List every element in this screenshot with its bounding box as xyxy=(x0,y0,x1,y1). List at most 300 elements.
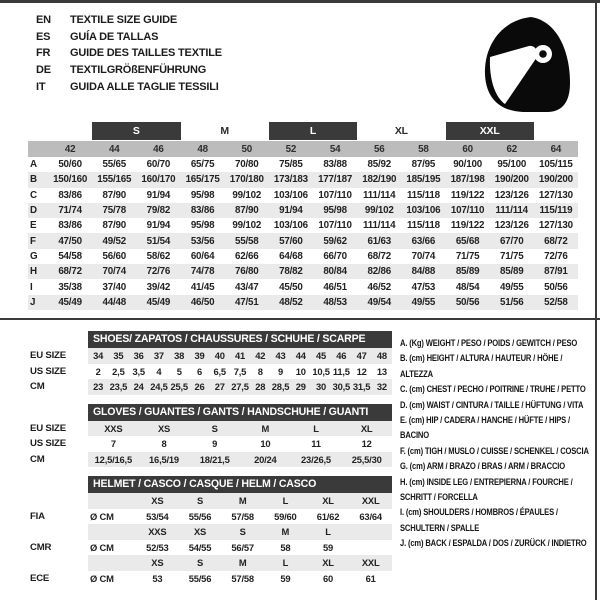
size-value: 5 xyxy=(176,365,182,377)
language-row xyxy=(36,29,222,46)
size-value: 12 xyxy=(361,438,372,450)
measurement-cell: 47/53 xyxy=(411,281,436,293)
measurement-cell: 50/60 xyxy=(58,159,82,171)
size-value: M xyxy=(261,422,270,434)
row-letter: G xyxy=(30,250,38,262)
measurement-legend xyxy=(400,336,589,552)
legend-entry: G. (cm) ARM / BRAZO / BRAS / ARM / BRACCIO xyxy=(400,461,565,473)
measurement-cell: 76/80 xyxy=(234,266,259,278)
size-label xyxy=(349,524,392,540)
gloves-cm-row xyxy=(30,452,392,468)
measurement-cell: 173/183 xyxy=(273,174,308,186)
size-value: 34 xyxy=(93,350,104,362)
size-group-xl: XL xyxy=(394,125,408,137)
measurement-cell: 63/66 xyxy=(411,235,436,247)
row-letter: I xyxy=(30,281,33,293)
measurement-cell: 190/200 xyxy=(538,174,573,186)
measurement-cell: 68/72 xyxy=(367,250,391,262)
legend-entry: I. (cm) SHOULDERS / HOMBROS / ÉPAULES / SCHULTERN / SPALLE xyxy=(400,507,558,534)
size-value: 6,5 xyxy=(213,365,226,377)
cmr-sizes-row xyxy=(30,524,392,540)
size-value: 35 xyxy=(113,350,124,362)
measurement-cell: 50/56 xyxy=(455,296,480,308)
measurement-rows xyxy=(28,157,578,310)
size-value: 23/26,5 xyxy=(301,453,331,465)
measurement-cell: 71/75 xyxy=(455,250,480,262)
standard-label: FIA xyxy=(30,510,45,522)
measurement-cell: 35/38 xyxy=(58,281,82,293)
language-title-list xyxy=(36,12,222,95)
size-value: 54/55 xyxy=(188,541,212,553)
gutter xyxy=(30,476,88,493)
language-row xyxy=(36,12,222,29)
size-label: XXL xyxy=(361,557,380,569)
measurement-cell: 99/102 xyxy=(232,220,262,232)
measurement-cell: 49/55 xyxy=(499,281,524,293)
size-value: 46 xyxy=(336,350,347,362)
measurement-cell: 91/94 xyxy=(146,220,171,232)
size-number: 56 xyxy=(373,143,385,155)
row-label: CM xyxy=(30,381,45,393)
size-value: 10 xyxy=(260,438,271,450)
measurement-cell: 48/54 xyxy=(455,281,480,293)
size-value: 11 xyxy=(311,438,321,450)
size-value: 12,5/16,5 xyxy=(94,453,132,465)
size-value: 10,5 xyxy=(312,365,330,377)
row-letter: D xyxy=(30,205,37,217)
size-value: 4 xyxy=(156,365,162,377)
lead-cell xyxy=(88,555,136,571)
size-value: 59 xyxy=(322,541,333,553)
measurement-cell: 61/63 xyxy=(367,235,391,247)
measurement-row-b xyxy=(28,172,578,187)
size-value: 28,5 xyxy=(271,381,290,393)
measurement-cell: 115/118 xyxy=(406,189,440,201)
size-number: 42 xyxy=(64,143,76,155)
size-number: 48 xyxy=(197,143,208,155)
measurement-cell: 68/72 xyxy=(544,235,568,247)
measurement-cell: 85/89 xyxy=(499,266,524,278)
size-value: 9 xyxy=(278,365,284,377)
lead-cell xyxy=(88,524,136,540)
measurement-row-d xyxy=(28,203,578,218)
size-value: 2 xyxy=(95,365,101,377)
size-value: 29 xyxy=(295,381,306,393)
measurement-cell: 91/94 xyxy=(146,189,171,201)
gloves-header xyxy=(30,404,392,421)
measurement-row-a xyxy=(28,157,578,172)
measurement-cell: 65/75 xyxy=(190,159,215,171)
measurement-row-f xyxy=(28,233,578,248)
row-letter: C xyxy=(30,189,37,201)
size-label: L xyxy=(282,495,289,507)
size-label: S xyxy=(196,557,204,569)
shoes-section xyxy=(30,331,392,395)
size-value: 43 xyxy=(275,350,286,362)
measurement-cell: 123/126 xyxy=(494,220,529,232)
measurement-cell: 72/76 xyxy=(146,266,171,278)
measurement-cell: 37/40 xyxy=(102,281,126,293)
measurement-row-g xyxy=(28,249,578,264)
size-value: 53 xyxy=(152,572,163,584)
shoes-header xyxy=(30,331,392,348)
size-number: 50 xyxy=(241,143,252,155)
gloves-title: GLOVES / GUANTES / GANTS / HANDSCHUHE / GUANTI xyxy=(88,404,392,421)
guide-title: TEXTILE SIZE GUIDE xyxy=(70,14,178,27)
size-value: 7 xyxy=(110,438,116,450)
shoes-eu-row xyxy=(30,348,392,364)
measurement-cell: 107/110 xyxy=(450,205,485,217)
diameter-label: Ø CM xyxy=(90,572,114,584)
cmr-values xyxy=(88,540,392,556)
size-value: 24,5 xyxy=(150,381,168,393)
measurement-cell: 60/64 xyxy=(190,250,215,262)
top-border-line xyxy=(0,0,600,3)
size-value: 10 xyxy=(295,365,306,377)
textile-size-table xyxy=(28,122,578,310)
measurement-cell: 48/52 xyxy=(279,296,303,308)
measurement-cell: 127/130 xyxy=(538,220,573,232)
size-label: M xyxy=(281,526,290,538)
measurement-cell: 45/49 xyxy=(58,296,82,308)
measurement-cell: 160/170 xyxy=(141,174,176,186)
size-value: 44 xyxy=(295,350,306,362)
gutter xyxy=(30,555,88,571)
row-label: EU SIZE xyxy=(30,422,66,434)
measurement-cell: 82/86 xyxy=(367,266,391,278)
row-letter: B xyxy=(30,174,37,186)
measurement-cell: 55/58 xyxy=(234,235,259,247)
shoes-cm-row xyxy=(30,379,392,395)
measurement-cell: 119/122 xyxy=(450,189,485,201)
measurement-cell: 43/47 xyxy=(234,281,259,293)
size-number: 46 xyxy=(153,143,164,155)
legend-entry: F. (cm) TIGH / MUSLO / CUISSE / SCHENKEL / COSCIA xyxy=(400,445,589,457)
size-label: XL xyxy=(322,557,334,569)
measurement-cell: 46/50 xyxy=(190,296,215,308)
measurement-cell: 46/52 xyxy=(367,281,391,293)
measurement-cell: 70/74 xyxy=(102,266,126,278)
size-value: 24 xyxy=(133,381,144,393)
size-value: L xyxy=(313,422,319,434)
measurement-cell: 52/58 xyxy=(544,296,568,308)
measurement-cell: 185/195 xyxy=(406,174,441,186)
size-value: 30 xyxy=(316,381,327,393)
measurement-cell: 51/56 xyxy=(499,296,524,308)
measurement-cell: 155/165 xyxy=(97,174,132,186)
size-value: 52/53 xyxy=(146,541,169,553)
measurement-cell: 41/45 xyxy=(190,281,215,293)
size-label: XS xyxy=(193,526,207,538)
size-number: 44 xyxy=(108,143,120,155)
legend-entry: D. (cm) WAIST / CINTURA / TAILLE / HÜFTUNG / VITA xyxy=(400,399,584,411)
gloves-us-values xyxy=(88,436,392,452)
measurement-cell: 66/70 xyxy=(323,250,347,262)
measurement-cell: 39/42 xyxy=(146,281,171,293)
size-label: M xyxy=(238,495,247,507)
measurement-cell: 78/82 xyxy=(279,266,303,278)
measurement-cell: 67/70 xyxy=(499,235,524,247)
size-number: 52 xyxy=(285,143,297,155)
section-divider-line xyxy=(0,318,600,320)
size-value: 53/54 xyxy=(146,510,169,522)
size-group-header-row xyxy=(28,122,578,141)
measurement-row-j xyxy=(28,295,578,310)
measurement-cell: 57/60 xyxy=(279,235,303,247)
size-label: XL xyxy=(322,495,334,507)
size-value: 25,5 xyxy=(170,381,188,393)
lead-cell xyxy=(88,493,136,509)
measurement-cell: 70/74 xyxy=(411,250,436,262)
row-label: US SIZE xyxy=(30,438,66,450)
fia-values-row xyxy=(30,509,392,525)
guide-title: GUÍA DE TALLAS xyxy=(70,30,159,43)
gloves-cm-values xyxy=(88,452,392,468)
measurement-cell: 107/110 xyxy=(318,220,352,232)
language-row xyxy=(36,78,222,95)
size-value: 58 xyxy=(280,541,291,553)
size-value: S xyxy=(211,422,218,434)
fia-values xyxy=(88,509,392,525)
measurement-cell: 44/48 xyxy=(102,296,126,308)
gloves-eu-row xyxy=(30,421,392,437)
size-value: 26 xyxy=(194,381,205,393)
measurement-cell: 53/56 xyxy=(190,235,215,247)
legend-entry: B. (cm) HEIGHT / ALTURA / HAUTEUR / HÖHE / ALTEZZA xyxy=(400,353,563,380)
guide-title: TEXTILGRÖßENFÜHRUNG xyxy=(70,64,207,77)
accessory-size-tables xyxy=(30,331,392,595)
standard-label: CMR xyxy=(30,541,52,553)
helmet-section xyxy=(30,476,392,586)
measurement-cell: 49/52 xyxy=(102,235,126,247)
diameter-label: Ø CM xyxy=(90,510,114,522)
size-value: 8 xyxy=(257,365,263,377)
measurement-cell: 50/56 xyxy=(544,281,568,293)
measurement-row-c xyxy=(28,188,578,203)
size-number: 62 xyxy=(506,143,517,155)
measurement-cell: 95/98 xyxy=(190,189,215,201)
measurement-cell: 95/98 xyxy=(190,220,215,232)
size-value: 11,5 xyxy=(332,365,350,377)
language-row xyxy=(36,45,222,62)
size-value: 57/58 xyxy=(231,572,254,584)
legend-entry: E. (cm) HIP / CADERA / HANCHE / HÜFTE / HIPS / BACINO xyxy=(400,415,570,442)
size-value: 39 xyxy=(194,350,205,362)
row-label: EU SIZE xyxy=(30,350,66,362)
size-value: 7,5 xyxy=(233,365,247,377)
measurement-cell: 107/110 xyxy=(318,189,352,201)
measurement-cell: 87/90 xyxy=(234,205,259,217)
measurement-cell: 115/119 xyxy=(539,205,573,217)
size-value: 59 xyxy=(280,572,291,584)
size-value: XXS xyxy=(104,422,123,434)
size-value: 23 xyxy=(93,381,104,393)
measurement-row-i xyxy=(28,279,578,294)
language-code: FR xyxy=(36,47,51,60)
size-label: XXS xyxy=(148,526,167,538)
measurement-cell: 84/88 xyxy=(411,266,436,278)
measurement-cell: 103/106 xyxy=(273,220,308,232)
size-value: 63/64 xyxy=(359,510,382,522)
ece-values-row xyxy=(30,571,392,587)
measurement-cell: 85/92 xyxy=(367,159,391,171)
ece-values xyxy=(88,571,392,587)
size-value: 42 xyxy=(255,350,266,362)
measurement-cell: 83/86 xyxy=(190,205,215,217)
gutter xyxy=(30,331,88,348)
size-value: 23,5 xyxy=(109,381,128,393)
size-label: L xyxy=(282,557,289,569)
legend-entry: H. (cm) INSIDE LEG / ENTREPIERNA / FOURCHE / SCHRITT / FORCELLA xyxy=(400,476,573,504)
size-value: 9 xyxy=(212,438,218,450)
measurement-cell: 103/106 xyxy=(406,205,441,217)
guide-title: GUIDE DES TAILLES TEXTILE xyxy=(70,47,222,60)
helmet-header xyxy=(30,476,392,493)
fia-sizes-row xyxy=(30,493,392,509)
cmr-size-labels xyxy=(88,524,392,540)
shoes-title: SHOES/ ZAPATOS / CHAUSSURES / SCHUHE / SCARPE xyxy=(88,331,392,348)
helmet-title: HELMET / CASCO / CASQUE / HELM / CASCO xyxy=(88,476,392,493)
measurement-cell: 72/76 xyxy=(544,250,568,262)
gloves-section xyxy=(30,404,392,468)
measurement-cell: 49/54 xyxy=(367,296,391,308)
size-number: 54 xyxy=(329,143,341,155)
measurement-cell: 83/88 xyxy=(323,159,347,171)
size-value: 60 xyxy=(322,572,333,584)
measurement-cell: 123/126 xyxy=(494,189,529,201)
measurement-cell: 46/51 xyxy=(323,281,347,293)
size-value: 27,5 xyxy=(231,381,249,393)
diameter-label: Ø CM xyxy=(90,541,114,553)
measurement-cell: 95/100 xyxy=(497,159,527,171)
measurement-cell: 60/70 xyxy=(146,159,171,171)
measurement-cell: 64/68 xyxy=(279,250,303,262)
measurement-cell: 111/114 xyxy=(363,220,396,232)
measurement-cell: 49/55 xyxy=(411,296,436,308)
shoes-us-row xyxy=(30,364,392,380)
row-label: US SIZE xyxy=(30,365,66,377)
size-value: 40 xyxy=(214,350,225,362)
size-label: XXL xyxy=(361,495,380,507)
row-letter: F xyxy=(30,235,36,247)
size-group-xxl: XXL xyxy=(446,122,534,140)
size-value: 36 xyxy=(133,350,144,362)
size-value: 27 xyxy=(214,381,225,393)
size-value: 61 xyxy=(365,572,376,584)
size-value: XS xyxy=(157,422,171,434)
measurement-cell: 99/102 xyxy=(232,189,262,201)
size-value: 45 xyxy=(316,350,327,362)
measurement-cell: 190/200 xyxy=(494,174,529,186)
measurement-cell: 187/198 xyxy=(450,174,485,186)
language-row xyxy=(36,62,222,79)
size-value: 57/58 xyxy=(231,510,254,522)
size-value: 31,5 xyxy=(352,381,371,393)
size-value: 30,5 xyxy=(332,381,351,393)
size-value: 47 xyxy=(356,350,367,362)
measurement-cell: 80/84 xyxy=(323,266,347,278)
size-value: 55/56 xyxy=(188,572,212,584)
measurement-cell: 85/89 xyxy=(455,266,480,278)
shoes-eu-values xyxy=(88,348,392,364)
measurement-cell: 55/65 xyxy=(102,159,126,171)
language-code: IT xyxy=(36,80,46,93)
shoes-cm-values xyxy=(88,379,392,395)
size-label: S xyxy=(196,495,204,507)
size-value: 8 xyxy=(161,438,167,450)
size-label: M xyxy=(238,557,247,569)
row-letter: A xyxy=(30,159,37,171)
measurement-cell: 68/72 xyxy=(58,266,82,278)
right-border-line xyxy=(595,0,597,600)
corner-cell xyxy=(28,141,48,157)
legend-entry: J. (cm) BACK / ESPALDA / DOS / ZURÜCK / INDIETRO xyxy=(400,538,587,550)
measurement-cell: 45/50 xyxy=(279,281,303,293)
measurement-cell: 95/98 xyxy=(323,205,347,217)
size-group-l: L xyxy=(269,122,357,140)
row-letter: E xyxy=(30,220,37,232)
measurement-cell: 65/68 xyxy=(455,235,480,247)
row-label: CM xyxy=(30,453,45,465)
size-value: 59/60 xyxy=(274,510,297,522)
legend-entry: C. (cm) CHEST / PECHO / POITRINE / TRUHE / PETTO xyxy=(400,384,586,396)
size-value: XL xyxy=(360,422,373,434)
gutter xyxy=(30,524,88,540)
size-number-row xyxy=(28,141,578,157)
measurement-cell: 74/78 xyxy=(190,266,215,278)
measurement-cell: 47/51 xyxy=(234,296,259,308)
measurement-cell: 99/102 xyxy=(364,205,394,217)
legend-entry: A. (Kg) WEIGHT / PESO / POIDS / GEWITCH / PESO xyxy=(400,338,578,349)
measurement-cell: 119/122 xyxy=(450,220,485,232)
measurement-cell: 62/66 xyxy=(234,250,259,262)
size-value: 16,5/19 xyxy=(149,453,179,465)
language-code: ES xyxy=(36,30,51,43)
size-number: 58 xyxy=(418,143,429,155)
size-value: 18/21,5 xyxy=(199,453,230,465)
size-value: 41 xyxy=(234,350,245,362)
measurement-cell: 111/114 xyxy=(495,205,528,217)
size-label: L xyxy=(325,526,331,538)
size-value: 48 xyxy=(376,350,387,362)
cmr-values-row xyxy=(30,540,392,556)
size-value: 3,5 xyxy=(132,365,145,377)
measurement-cell: 79/82 xyxy=(146,205,171,217)
measurement-cell: 59/62 xyxy=(323,235,347,247)
size-value: 32 xyxy=(376,381,387,393)
measurement-cell: 115/118 xyxy=(406,220,440,232)
gutter xyxy=(30,493,88,509)
size-value: 38 xyxy=(174,350,185,362)
measurement-cell: 83/86 xyxy=(58,189,82,201)
fia-size-labels xyxy=(88,493,392,509)
size-value: 20/24 xyxy=(254,453,277,465)
gloves-eu-values xyxy=(88,421,392,437)
gloves-us-row xyxy=(30,436,392,452)
measurement-cell: 105/115 xyxy=(539,159,573,171)
ece-size-labels xyxy=(88,555,392,571)
measurement-cell: 75/78 xyxy=(102,205,126,217)
ece-sizes-row xyxy=(30,555,392,571)
measurement-cell: 47/50 xyxy=(58,235,82,247)
measurement-cell: 87/91 xyxy=(544,266,568,278)
measurement-cell: 48/53 xyxy=(323,296,347,308)
measurement-cell: 87/95 xyxy=(411,159,436,171)
standard-label: ECE xyxy=(30,572,50,584)
measurement-cell: 182/190 xyxy=(362,174,397,186)
size-value: 56/57 xyxy=(231,541,254,553)
size-value: 2,5 xyxy=(112,365,125,377)
